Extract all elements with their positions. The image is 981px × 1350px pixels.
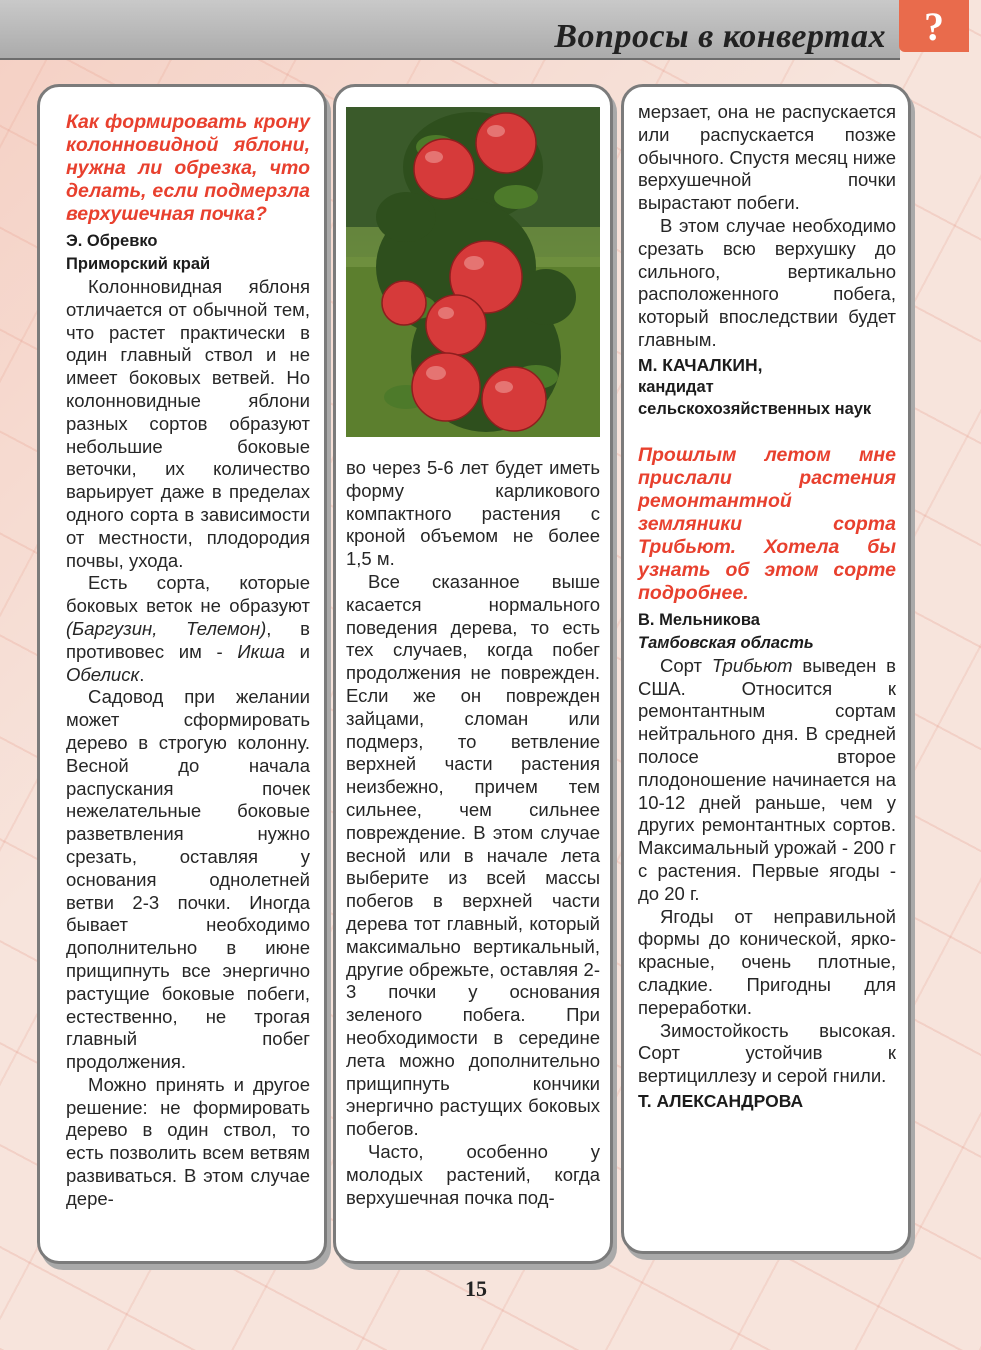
answer-paragraph: Сорт Трибьют выведен в США. Относится к ремонтантным сортам нейтрального дня. В средней полосе второе плодоношение начинается на 10-12 дней раньше, чем у других ремонтантных сортов. Максимальный урожай - 200 г с растения. Первые ягоды - до 20 г. xyxy=(638,654,896,904)
section-title: Вопросы в конвертах xyxy=(554,18,886,55)
answer-paragraph: мерзает, она не распускается или распускается позже обычного. Спустя месяц ниже верхушечной почки вырастают побеги. xyxy=(638,101,896,214)
answer-paragraph: Есть сорта, которые боковых веток не образуют (Баргузин, Телемон), в противовес им - Икша и Обелиск. xyxy=(66,572,310,685)
answer-paragraph: Можно принять и другое решение: не формировать дерево в один ствол, то есть позволить всем ветвям развиваться. В этом случае дере- xyxy=(66,1073,310,1209)
columnar-apple-tree-photo xyxy=(346,107,600,437)
answer-signature: М. КАЧАЛКИН, xyxy=(638,354,763,375)
question-region: Тамбовская область xyxy=(638,633,814,652)
answer-paragraph: Все сказанное выше касается нормального поведения дерева, то есть тех случаев, когда побег продолжения не поврежден. Если же он поврежден зайцами, сломан или подмерз, то ветвление верхней части растения неизбежно, причем тем сильнее, чем сильнее повреждение. В этом случае весной или в начале лета выберите из всей массы побегов в верхней части дерева тот главный, который максимально вертикальный, другие обрежьте, оставляя 2-3 почки у основания зеленого побега. При необходимости в середине лета можно дополнительно прищипнуть кончики энергично растущих боковых побегов. xyxy=(346,570,600,1140)
answer-paragraph: Садовод при желании может сформировать дерево в строгую колонну. Весной до начала распускания почек нежелательные боковые разветвления нужно срезать, оставляя у основания однолетней ветви 2-3 почки. Иногда бывает необходимо дополнительно в июне прищипнуть все энергично растущие боковые побеги, естественно, не трогая главный побег продолжения. xyxy=(66,686,310,1073)
signature-title: кандидат сельскохозяйственных наук xyxy=(638,377,872,418)
reader-question: Прошлым летом мне прислали растения ремонтантной земляники сорта Трибьют. Хотела бы узнать об этом сорте подробнее. xyxy=(638,443,896,604)
answer-signature: Т. АЛЕКСАНДРОВА xyxy=(638,1090,804,1111)
answer-paragraph: В этом случае необходимо срезать всю верхушку до сильного, вертикально расположенного побега, который впоследствии будет главным. xyxy=(638,214,896,350)
answer-paragraph: во через 5-6 лет будет иметь форму карликового компактного растения с кроной объемом не более 1,5 м. xyxy=(346,457,600,570)
article-column-2 xyxy=(333,84,613,1264)
question-region: Приморский край xyxy=(66,255,211,273)
question-badge: ? xyxy=(899,0,969,52)
answer-paragraph: Ягоды от неправильной формы до конической, ярко-красные, очень плотные, сладкие. Пригодны для переработки. xyxy=(638,905,896,1018)
article-column-1 xyxy=(37,84,327,1264)
answer-paragraph: Зимостойкость высокая. Сорт устойчив к вертициллезу и серой гнили. xyxy=(638,1019,896,1087)
page-number: 15 xyxy=(465,1276,487,1301)
answer-paragraph: Колонновидная яблоня отличается от обычной тем, что растет практически в один главный ствол и не имеет боковых ветвей. Но колонновидные яблони разных сортов образуют небольшие боковые веточки, их количество варьирует даже в пределах одного сорта в зависимости от местности, плодородия почвы, ухода. xyxy=(66,276,310,571)
answer-paragraph: Часто, особенно у молодых растений, когда верхушечная почка под- xyxy=(346,1140,600,1208)
question-author: Э. Обревко xyxy=(66,232,158,250)
question-author: В. Мельникова xyxy=(638,610,760,629)
article-column-3 xyxy=(621,84,911,1254)
reader-question: Как формировать крону колонновидной яблони, нужна ли обрезка, что делать, если подмерзла верхушечная почка? xyxy=(66,111,310,225)
